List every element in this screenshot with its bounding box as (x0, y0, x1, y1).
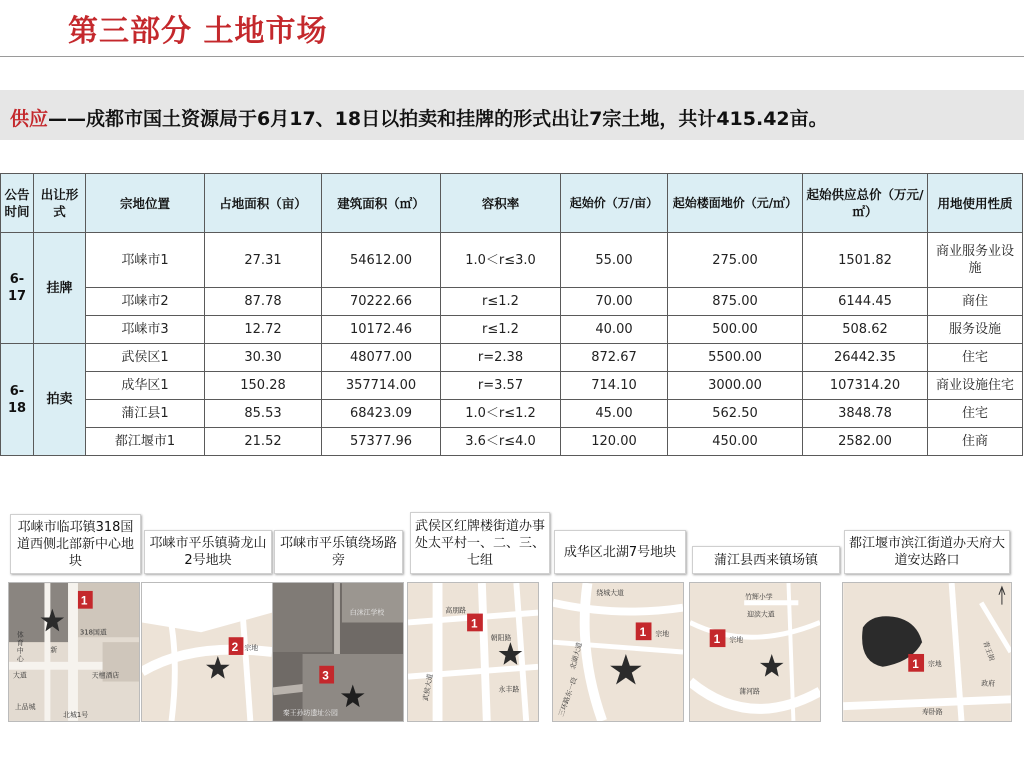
table-cell: 27.31 (205, 233, 322, 288)
table-cell: 57377.96 (322, 428, 441, 456)
table-row (1, 344, 1023, 372)
table-row (1, 316, 1023, 344)
table-cell: 70222.66 (322, 288, 441, 316)
table-cell: 120.00 (561, 428, 668, 456)
transfer-method: 挂牌 (34, 233, 86, 344)
table-cell: 住宅 (928, 400, 1023, 428)
map-caption: 蒲江县西来镇场镇 (692, 546, 840, 574)
map-graphic (553, 583, 683, 721)
map-label: 宗地 (729, 636, 744, 645)
map-label: 北湖大道 (568, 641, 584, 671)
table-cell: 商业服务业设施 (928, 233, 1023, 288)
map-label: 秦王孙坊遗址公园 (282, 709, 338, 718)
map-label: 宗地 (244, 644, 259, 653)
location-map (272, 582, 404, 722)
table-cell: 508.62 (803, 316, 928, 344)
map-caption: 邛崃市平乐镇骑龙山2号地块 (144, 530, 272, 574)
supply-text: ——成都市国土资源局于6月17、18日以拍卖和挂牌的形式出让7宗土地，共计415.42亩。 (48, 108, 828, 130)
table-cell: 1.0＜r≤3.0 (441, 233, 561, 288)
map-label: 三环路东一段 (557, 676, 579, 718)
location-map (407, 582, 539, 722)
table-cell: 500.00 (668, 316, 803, 344)
map-graphic (9, 583, 139, 721)
location-map (141, 582, 273, 722)
map-label: 318国道 (79, 628, 107, 637)
map-label: 白沫江学校 (349, 608, 385, 617)
site-number: 1 (713, 632, 721, 647)
table-cell: 都江堰市1 (86, 428, 205, 456)
map-label: 宗地 (655, 630, 670, 639)
table-cell: 邛崃市3 (86, 316, 205, 344)
map-label: 新 (50, 646, 58, 654)
map-label: 竹辉小学 (745, 592, 773, 601)
header-cell: 公告时间 (1, 174, 34, 233)
map-label: 朝阳路 (490, 634, 512, 643)
table-row (1, 288, 1023, 316)
map-graphic (408, 583, 538, 721)
table-cell: 蒲江县1 (86, 400, 205, 428)
map-label: 青王街 (981, 640, 996, 663)
map-label: 高朋路 (445, 606, 467, 615)
table-cell: 872.67 (561, 344, 668, 372)
table-cell: 商住 (928, 288, 1023, 316)
map-caption: 邛崃市平乐镇绕场路旁 (274, 530, 403, 574)
table-cell: 30.30 (205, 344, 322, 372)
map-label: 大道 (12, 671, 27, 680)
map-graphic (690, 583, 820, 721)
page-title: 第三部分 土地市场 (68, 14, 328, 49)
map-label: 天檀酒店 (91, 671, 120, 680)
map-label: 中 (16, 646, 24, 655)
map-label: 绕城大道 (596, 588, 624, 597)
map-label: 永丰路 (498, 685, 520, 694)
table-cell: 6144.45 (803, 288, 928, 316)
table-cell: 875.00 (668, 288, 803, 316)
table-cell: 714.10 (561, 372, 668, 400)
table-cell: 3.6＜r≤4.0 (441, 428, 561, 456)
table-cell: 3848.78 (803, 400, 928, 428)
table-cell: 3000.00 (668, 372, 803, 400)
land-supply-table (0, 173, 1023, 456)
table-cell: 邛崃市2 (86, 288, 205, 316)
map-graphic (142, 583, 272, 721)
map-caption: 武侯区红牌楼街道办事处太平村一、二、三、七组 (410, 512, 550, 574)
table-cell: 40.00 (561, 316, 668, 344)
map-caption: 成华区北湖7号地块 (554, 530, 686, 574)
location-map (552, 582, 684, 722)
table-cell: r≤1.2 (441, 288, 561, 316)
site-number: 1 (912, 656, 919, 671)
header-cell: 建筑面积（㎡） (322, 174, 441, 233)
header-cell: 用地使用性质 (928, 174, 1023, 233)
table-cell: 68423.09 (322, 400, 441, 428)
table-cell: 275.00 (668, 233, 803, 288)
map-caption: 都江堰市滨江街道办天府大道安达路口 (844, 530, 1010, 574)
map-label: 体 (16, 631, 24, 640)
table-row (1, 428, 1023, 456)
table-cell: 21.52 (205, 428, 322, 456)
table-cell: 562.50 (668, 400, 803, 428)
map-label: 政府 (981, 679, 995, 688)
table-cell: 54612.00 (322, 233, 441, 288)
table-cell: 70.00 (561, 288, 668, 316)
table-cell: 10172.46 (322, 316, 441, 344)
map-label: 宗地 (927, 659, 942, 668)
table-cell: 150.28 (205, 372, 322, 400)
table-cell: 5500.00 (668, 344, 803, 372)
header-cell: 起始价（万/亩） (561, 174, 668, 233)
table-cell: 26442.35 (803, 344, 928, 372)
table-cell: 成华区1 (86, 372, 205, 400)
site-number: 3 (322, 668, 329, 683)
map-label: 育 (16, 639, 24, 648)
supply-banner (0, 90, 1024, 140)
table-cell: 商业设施住宅 (928, 372, 1023, 400)
map-label: 心 (16, 654, 24, 663)
table-cell: 1501.82 (803, 233, 928, 288)
site-number: 1 (80, 593, 88, 608)
site-number: 1 (471, 616, 478, 631)
transfer-method: 拍卖 (34, 344, 86, 456)
table-row (1, 400, 1023, 428)
map-graphic (843, 583, 1011, 721)
table-cell: r≤1.2 (441, 316, 561, 344)
site-number: 1 (639, 625, 647, 640)
table-cell: 12.72 (205, 316, 322, 344)
table-cell: 1.0＜r≤1.2 (441, 400, 561, 428)
supply-label: 供应 (10, 108, 49, 130)
announce-date: 6-18 (1, 344, 34, 456)
table-cell: 85.53 (205, 400, 322, 428)
title-divider (0, 56, 1024, 57)
table-cell: 住宅 (928, 344, 1023, 372)
table-cell: 450.00 (668, 428, 803, 456)
table-cell: 武侯区1 (86, 344, 205, 372)
map-label: 迎滨大道 (747, 610, 775, 619)
table-cell: 87.78 (205, 288, 322, 316)
map-label: 武侯大道 (421, 673, 435, 702)
table-cell: 2582.00 (803, 428, 928, 456)
location-map (689, 582, 821, 722)
table-cell: 45.00 (561, 400, 668, 428)
map-label: 北城1号 (63, 711, 89, 719)
header-cell: 宗地位置 (86, 174, 205, 233)
table-cell: 服务设施 (928, 316, 1023, 344)
table-cell: r=2.38 (441, 344, 561, 372)
table-cell: 357714.00 (322, 372, 441, 400)
site-number: 2 (231, 640, 239, 655)
table-header-row (1, 174, 1023, 233)
supply-banner-text (10, 104, 828, 131)
table-cell: 住商 (928, 428, 1023, 456)
table-cell: 107314.20 (803, 372, 928, 400)
map-graphic (273, 583, 403, 721)
table-cell: r=3.57 (441, 372, 561, 400)
table-row (1, 233, 1023, 288)
location-map (842, 582, 1012, 722)
map-caption: 邛崃市临邛镇318国道西侧北部新中心地块 (10, 514, 141, 574)
table-cell: 48077.00 (322, 344, 441, 372)
header-cell: 占地面积（亩） (205, 174, 322, 233)
location-map (8, 582, 140, 722)
table-row (1, 372, 1023, 400)
table-cell: 邛崃市1 (86, 233, 205, 288)
header-cell: 容积率 (441, 174, 561, 233)
header-cell: 起始供应总价（万元/㎡） (803, 174, 928, 233)
map-label: 寿卧路 (922, 708, 943, 717)
map-label: 上品城 (14, 703, 36, 712)
table-cell: 55.00 (561, 233, 668, 288)
announce-date: 6-17 (1, 233, 34, 344)
header-cell: 出让形式 (34, 174, 86, 233)
header-cell: 起始楼面地价（元/㎡） (668, 174, 803, 233)
map-label: 蒲河路 (739, 687, 760, 696)
